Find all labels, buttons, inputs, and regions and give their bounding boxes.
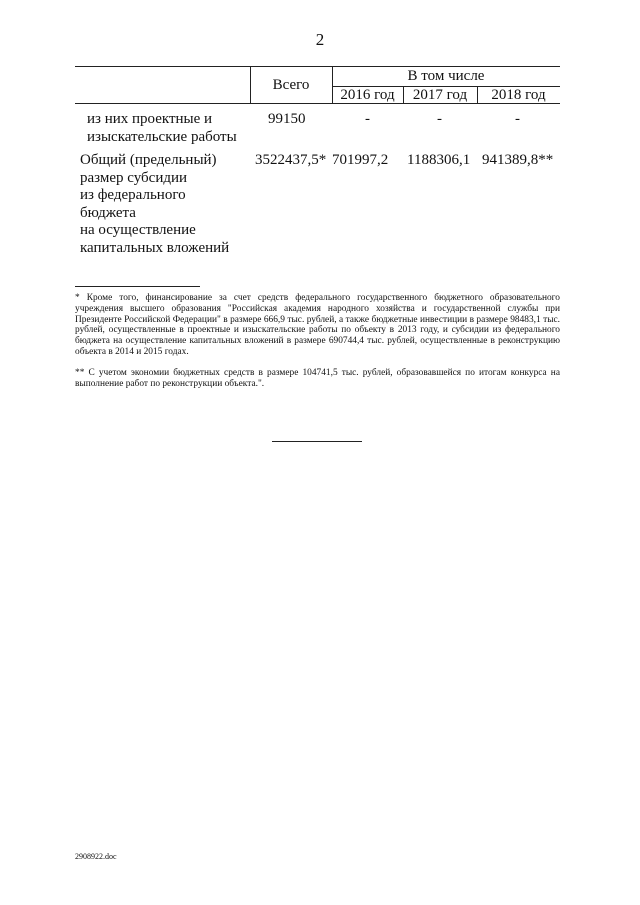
header-year-2017: 2017 год [412, 87, 468, 103]
row-label [87, 111, 237, 146]
row-label-line: капитальных вложений [80, 239, 230, 256]
row-label [80, 152, 229, 257]
header-year-2018: 2018 год [491, 87, 546, 103]
cell-2018: - [515, 111, 520, 127]
row-label-line: из федерального [80, 187, 186, 203]
row-label-line: бюджета [80, 204, 136, 221]
cell-2017: 1188306,1 [407, 152, 471, 168]
header-total: Всего [272, 77, 310, 93]
page-number: 2 [315, 30, 325, 49]
cell-2017: - [437, 111, 442, 127]
row-label-line: размер субсидии [80, 169, 188, 186]
header-group: В том числе [407, 68, 485, 84]
row-label-line: Общий (предельный) [80, 152, 217, 168]
footnote-1: * Кроме того, финансирование за счет средств федерального государственного бюджетного образовательного учреждения высшего образования "Российская академия народного хозяйства и государственной службы при Президенте Российской Федерации" в размере 666,9 тыс. рублей, а также бюджетные инвестиции в размере 98483,1 тыс. рублей, осуществленные в проектные и изыскательские работы по объекту в 2013 году, и субсидии из федерального бюджета на осуществление капитальных вложений в размере 690744,4 тыс. рублей, осуществленные в реконструкцию объекта в 2014 и 2015 годах. [75, 293, 560, 357]
end-separator [272, 441, 362, 442]
row-label-line: из них проектные и [87, 111, 213, 127]
header-year-2016: 2016 год [340, 87, 395, 103]
row-label-line: на осуществление [80, 222, 196, 238]
footnote-2: ** С учетом экономии бюджетных средств в размере 104741,5 тыс. рублей, образовавшейся по итогам конкурса на выполнение работ по реконструкции объекта.". [75, 368, 560, 389]
footnote-separator [75, 286, 200, 287]
cell-2018: 941389,8** [482, 152, 554, 168]
table-top-rule [75, 66, 560, 67]
cell-total: 99150 [268, 111, 306, 127]
row-label-line: изыскательские работы [87, 128, 237, 145]
cell-2016: 701997,2 [332, 152, 389, 168]
document-id: 2908922.doc [75, 852, 117, 861]
cell-total: 3522437,5* [255, 152, 327, 168]
cell-2016: - [365, 111, 370, 127]
